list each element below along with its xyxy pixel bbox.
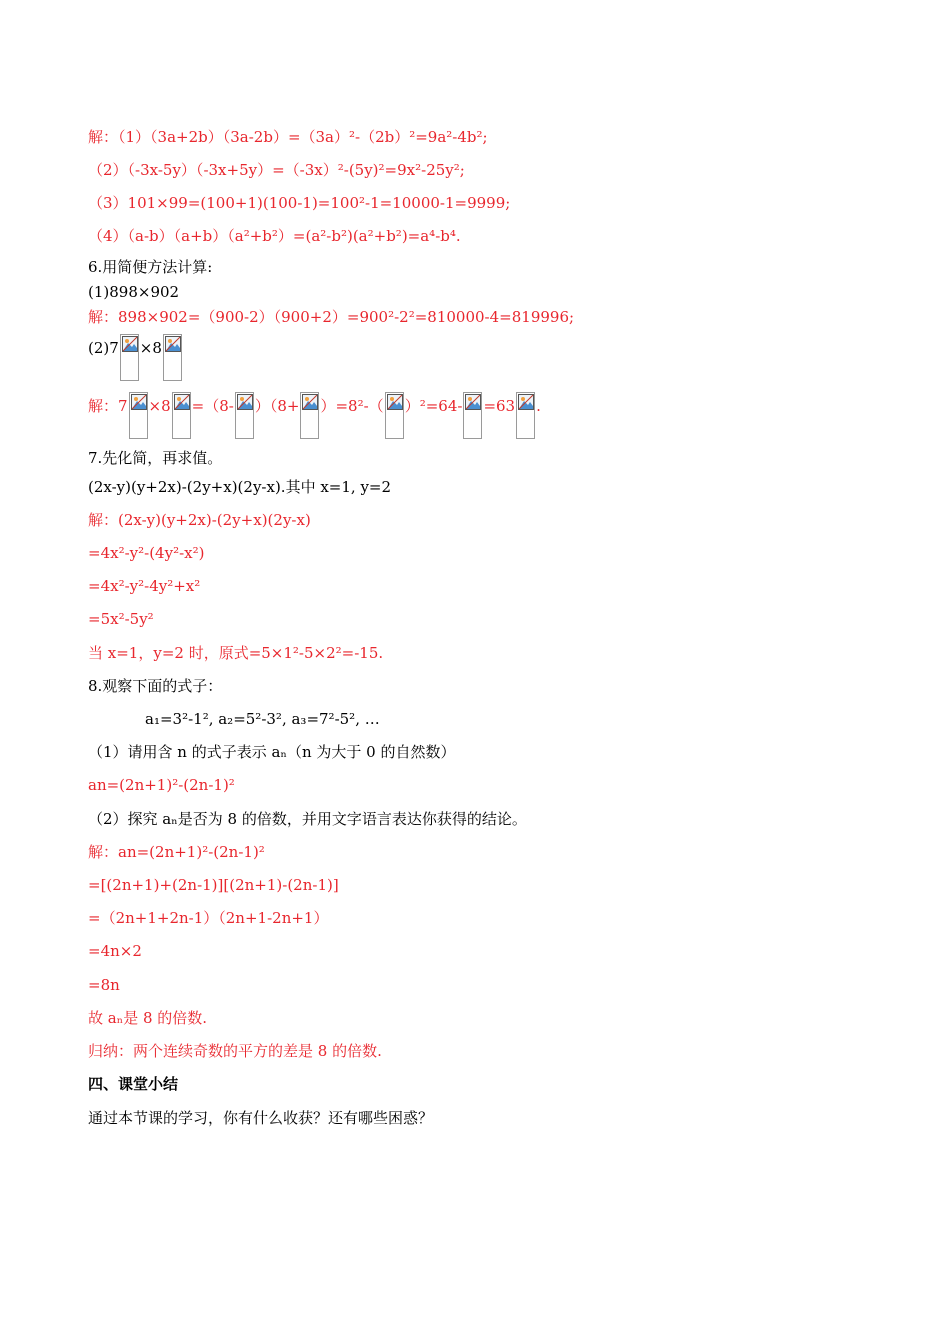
broken-image-icon	[174, 394, 190, 410]
broken-image-icon	[465, 394, 481, 410]
answer-5-1: 解：（1）（3a+2b）（3a-2b）=（3a）²-（2b）²=9a²-4b²;	[88, 128, 488, 146]
question-6-2	[88, 334, 183, 381]
broken-image-icon	[165, 336, 181, 352]
answer-7-result: 当 x=1，y=2 时，原式=5×1²-5×2²=-15.	[88, 644, 384, 662]
answer-8-2-summary: 归纳：两个连续奇数的平方的差是 8 的倍数.	[88, 1042, 382, 1060]
answer-8-2-step: =（2n+1+2n-1）（2n+1-2n+1）	[88, 909, 329, 927]
answer-6-2-part: .	[536, 397, 541, 415]
question-6: 6.用简便方法计算:	[88, 258, 213, 276]
answer-6-2-part: 解：7	[88, 397, 128, 415]
answer-8-2-step: =[(2n+1)+(2n-1)][(2n+1)-(2n-1)]	[88, 876, 339, 894]
answer-7-step: =5x²-5y²	[88, 610, 154, 628]
answer-8-2-conclusion: 故 aₙ是 8 的倍数.	[88, 1009, 208, 1027]
answer-7-step: =4x²-y²-4y²+x²	[88, 577, 201, 595]
answer-6-2-part: =63	[483, 397, 516, 415]
question-8-1: （1）请用含 n 的式子表示 aₙ（n 为大于 0 的自然数）	[88, 743, 456, 761]
question-8-expression: a₁=3²-1², a₂=5²-3², a₃=7²-5², …	[145, 710, 380, 728]
question-8-2: （2）探究 aₙ是否为 8 的倍数，并用文字语言表达你获得的结论。	[88, 810, 527, 828]
answer-5-4: （4）（a-b）（a+b）（a²+b²）=(a²-b²)(a²+b²)=a⁴-b⁴.	[88, 227, 461, 245]
fraction-image	[163, 334, 182, 381]
fraction-image	[235, 392, 254, 439]
section-4-text: 通过本节课的学习，你有什么收获？还有哪些困惑？	[88, 1109, 434, 1127]
broken-image-icon	[131, 394, 147, 410]
answer-6-2-part: =（8-	[191, 397, 234, 415]
answer-5-2: （2）（-3x-5y）（-3x+5y）=（-3x）²-(5y)²=9x²-25y²;	[88, 161, 465, 179]
question-6-2-prefix: (2)7	[88, 339, 119, 357]
answer-6-1: 解：898×902=（900-2）（900+2）=900²-2²=810000-4=819996;	[88, 308, 575, 326]
broken-image-icon	[387, 394, 403, 410]
answer-6-2-part: ×8	[148, 397, 171, 415]
question-6-1: (1)898×902	[88, 283, 180, 301]
answer-8-2-step: 解：an=(2n+1)²-(2n-1)²	[88, 843, 265, 861]
fraction-image	[172, 392, 191, 439]
answer-8-2-step: =4n×2	[88, 942, 142, 960]
broken-image-icon	[518, 394, 534, 410]
answer-7-step: =4x²-y²-(4y²-x²)	[88, 544, 205, 562]
answer-6-2-part: ）=8²-（	[320, 397, 384, 415]
answer-5-3: （3）101×99=(100+1)(100-1)=100²-1=10000-1=9999;	[88, 194, 511, 212]
broken-image-icon	[122, 336, 138, 352]
question-8: 8.观察下面的式子：	[88, 677, 223, 695]
answer-8-2-step: =8n	[88, 976, 120, 994]
question-7-expression: (2x-y)(y+2x)-(2y+x)(2y-x).其中 x=1, y=2	[88, 478, 392, 496]
fraction-image	[129, 392, 148, 439]
answer-6-2	[88, 392, 541, 439]
fraction-image	[516, 392, 535, 439]
section-4-heading: 四、课堂小结	[88, 1075, 179, 1093]
answer-6-2-part: ）（8+	[254, 397, 300, 415]
fraction-image	[300, 392, 319, 439]
question-7: 7.先化简，再求值。	[88, 449, 223, 467]
fraction-image	[385, 392, 404, 439]
fraction-image	[120, 334, 139, 381]
answer-6-2-part: ）²=64-	[404, 397, 463, 415]
broken-image-icon	[302, 394, 318, 410]
question-6-2-times: ×8	[139, 339, 162, 357]
answer-7-step: 解：(2x-y)(y+2x)-(2y+x)(2y-x)	[88, 511, 311, 529]
broken-image-icon	[237, 394, 253, 410]
fraction-image	[463, 392, 482, 439]
answer-8-1: an=(2n+1)²-(2n-1)²	[88, 776, 235, 794]
